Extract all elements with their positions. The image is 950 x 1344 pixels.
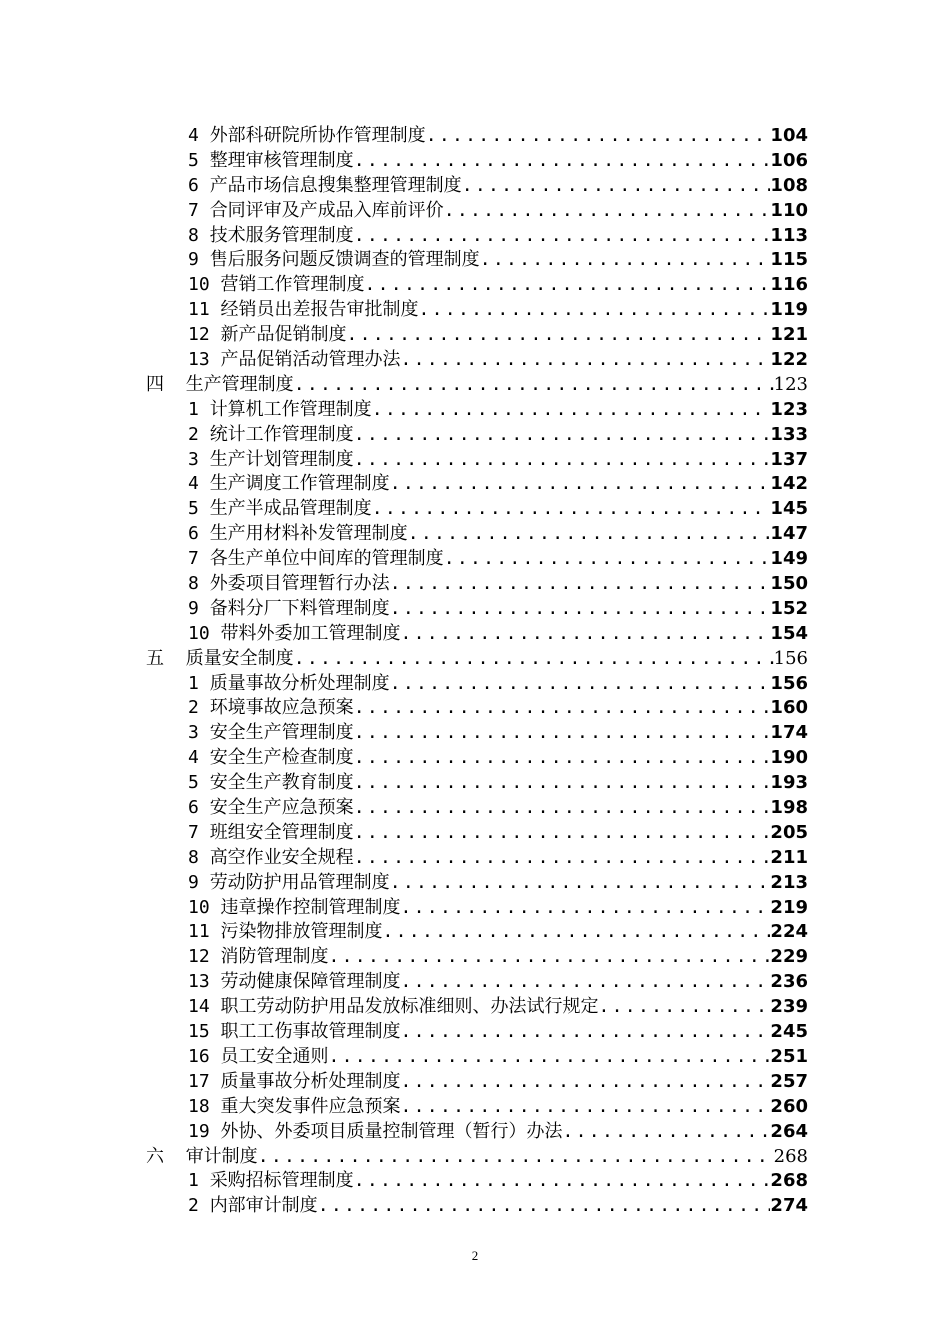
entry-page-number: 115 — [770, 249, 808, 271]
entry-page-number: 156 — [773, 647, 808, 669]
dot-leader — [318, 1194, 771, 1219]
entry-page-number: 154 — [770, 622, 808, 644]
dot-leader — [354, 796, 771, 821]
dot-leader — [390, 472, 771, 497]
toc-entry[interactable] — [140, 995, 808, 1020]
entry-number: 6 — [188, 523, 199, 545]
entry-number: 7 — [188, 821, 199, 843]
toc-entry[interactable] — [140, 298, 808, 323]
dot-leader — [354, 149, 771, 174]
dot-leader — [354, 846, 771, 871]
dot-leader — [383, 921, 771, 946]
entry-title: 劳动防护用品管理制度 — [209, 871, 390, 893]
entry-number: 9 — [188, 249, 199, 271]
entry-title: 生产管理制度 — [185, 373, 294, 395]
entry-number: 5 — [188, 149, 199, 171]
toc-entry[interactable] — [140, 1045, 808, 1070]
toc-entry[interactable] — [140, 896, 808, 921]
toc-entry[interactable] — [140, 124, 808, 149]
entry-page-number: 174 — [770, 722, 808, 744]
toc-section-entry[interactable] — [140, 373, 808, 398]
dot-leader — [390, 871, 771, 896]
entry-title: 带料外委加工管理制度 — [220, 622, 401, 644]
entry-title: 外委项目管理暂行办法 — [209, 573, 390, 595]
entry-page-number: 274 — [770, 1195, 808, 1217]
toc-entry[interactable] — [140, 199, 808, 224]
entry-page-number: 245 — [770, 1021, 808, 1043]
entry-title: 备料分厂下料管理制度 — [209, 597, 390, 619]
entry-title: 合同评审及产成品入库前评价 — [209, 199, 444, 221]
toc-entry[interactable] — [140, 423, 808, 448]
entry-title: 消防管理制度 — [220, 946, 329, 968]
entry-number: 4 — [188, 473, 199, 495]
toc-entry[interactable] — [140, 472, 808, 497]
entry-number: 8 — [188, 573, 199, 595]
dot-leader — [401, 1095, 771, 1120]
toc-section-entry[interactable] — [140, 1145, 808, 1170]
toc-entry[interactable] — [140, 1070, 808, 1095]
toc-entry[interactable] — [140, 1020, 808, 1045]
entry-page-number: 122 — [770, 349, 808, 370]
entry-title: 售后服务问题反馈调查的管理制度 — [209, 249, 480, 271]
entry-title: 经销员出差报告审批制度 — [220, 299, 419, 321]
toc-entry[interactable] — [140, 597, 808, 622]
toc-entry[interactable] — [140, 721, 808, 746]
entry-number: 19 — [188, 1120, 210, 1142]
entry-number: 4 — [188, 124, 199, 146]
toc-entry[interactable] — [140, 846, 808, 871]
entry-title: 职工劳动防护用品发放标准细则、办法试行规定 — [220, 996, 599, 1018]
dot-leader — [329, 1045, 771, 1070]
entry-number: 1 — [188, 1170, 199, 1192]
entry-title: 内部审计制度 — [209, 1195, 318, 1217]
entry-page-number: 147 — [770, 523, 808, 545]
dot-leader — [401, 970, 771, 995]
entry-number: 12 — [188, 324, 210, 346]
entry-page-number: 152 — [770, 597, 808, 619]
entry-page-number: 113 — [770, 224, 808, 246]
entry-title: 安全生产管理制度 — [209, 722, 354, 744]
entry-page-number: 198 — [770, 797, 808, 819]
entry-page-number: 123 — [770, 398, 808, 420]
entry-title: 营销工作管理制度 — [220, 274, 365, 296]
entry-number: 7 — [188, 199, 199, 221]
entry-page-number: 156 — [770, 672, 808, 694]
entry-number: 7 — [188, 548, 199, 570]
toc-entry[interactable] — [140, 572, 808, 597]
entry-title: 质量安全制度 — [185, 647, 294, 669]
entry-page-number: 121 — [770, 324, 808, 346]
toc-entry[interactable] — [140, 348, 808, 373]
entry-number: 四 — [146, 373, 164, 395]
dot-leader — [372, 398, 771, 423]
entry-page-number: 268 — [773, 1145, 808, 1167]
toc-entry[interactable] — [140, 224, 808, 249]
entry-page-number: 106 — [770, 149, 808, 171]
dot-leader — [354, 771, 771, 796]
entry-title: 班组安全管理制度 — [209, 821, 354, 843]
entry-title: 重大突发事件应急预案 — [220, 1095, 401, 1117]
dot-leader — [401, 1070, 771, 1095]
dot-leader — [390, 672, 771, 697]
entry-page-number: 149 — [770, 548, 808, 570]
dot-leader — [354, 696, 771, 721]
entry-page-number: 264 — [770, 1120, 808, 1142]
entry-number: 1 — [188, 672, 199, 694]
entry-number: 11 — [188, 921, 210, 943]
dot-leader — [365, 273, 771, 298]
toc-entry[interactable] — [140, 448, 808, 473]
toc-entry[interactable] — [140, 1169, 808, 1194]
toc-entry[interactable] — [140, 1194, 808, 1219]
entry-title: 计算机工作管理制度 — [209, 398, 372, 420]
entry-page-number: 104 — [770, 124, 808, 146]
entry-title: 污染物排放管理制度 — [220, 921, 383, 943]
entry-title: 采购招标管理制度 — [209, 1170, 354, 1192]
entry-title: 产品市场信息搜集整理管理制度 — [209, 174, 462, 196]
dot-leader — [408, 522, 771, 547]
entry-page-number: 142 — [770, 473, 808, 495]
entry-page-number: 213 — [770, 871, 808, 893]
entry-title: 外协、外委项目质量控制管理（暂行）办法 — [220, 1120, 563, 1142]
toc-entry[interactable] — [140, 522, 808, 547]
dot-leader — [480, 248, 771, 273]
entry-number: 2 — [188, 423, 199, 445]
entry-page-number: 268 — [770, 1170, 808, 1192]
entry-number: 4 — [188, 747, 199, 769]
entry-page-number: 251 — [770, 1045, 808, 1067]
dot-leader — [354, 721, 771, 746]
toc-entry[interactable] — [140, 672, 808, 697]
dot-leader — [294, 647, 774, 672]
entry-number: 六 — [146, 1145, 164, 1167]
table-of-contents — [140, 124, 808, 1219]
entry-number: 17 — [188, 1070, 210, 1092]
dot-leader — [354, 1169, 771, 1194]
dot-leader — [599, 995, 771, 1020]
entry-page-number: 205 — [770, 821, 808, 843]
entry-number: 13 — [188, 971, 210, 993]
entry-number: 15 — [188, 1021, 210, 1043]
entry-page-number: 224 — [770, 921, 808, 943]
entry-number: 3 — [188, 448, 199, 470]
toc-entry[interactable] — [140, 273, 808, 298]
dot-leader — [401, 348, 771, 373]
entry-page-number: 137 — [770, 448, 808, 470]
dot-leader — [329, 945, 771, 970]
entry-page-number: 119 — [770, 299, 808, 321]
entry-number: 5 — [188, 498, 199, 520]
entry-number: 9 — [188, 871, 199, 893]
toc-entry[interactable] — [140, 622, 808, 647]
entry-number: 6 — [188, 174, 199, 196]
entry-number: 2 — [188, 697, 199, 719]
entry-page-number: 150 — [770, 573, 808, 595]
toc-entry[interactable] — [140, 796, 808, 821]
dot-leader — [354, 423, 771, 448]
entry-page-number: 123 — [773, 373, 808, 395]
entry-page-number: 110 — [770, 199, 808, 221]
toc-entry[interactable] — [140, 970, 808, 995]
entry-page-number: 260 — [770, 1095, 808, 1117]
dot-leader — [347, 323, 771, 348]
entry-number: 8 — [188, 846, 199, 868]
entry-title: 整理审核管理制度 — [209, 149, 354, 171]
entry-title: 生产调度工作管理制度 — [209, 473, 390, 495]
entry-number: 16 — [188, 1045, 210, 1067]
entry-page-number: 239 — [770, 996, 808, 1018]
entry-number: 3 — [188, 722, 199, 744]
entry-page-number: 160 — [770, 697, 808, 719]
toc-entry[interactable] — [140, 174, 808, 199]
entry-number: 1 — [188, 398, 199, 420]
entry-title: 生产半成品管理制度 — [209, 498, 372, 520]
entry-page-number: 193 — [770, 772, 808, 794]
entry-title: 各生产单位中间库的管理制度 — [209, 548, 444, 570]
dot-leader — [354, 448, 771, 473]
entry-number: 14 — [188, 996, 210, 1018]
entry-title: 劳动健康保障管理制度 — [220, 971, 401, 993]
entry-number: 11 — [188, 299, 210, 321]
dot-leader — [390, 597, 771, 622]
toc-entry[interactable] — [140, 1120, 808, 1145]
entry-page-number: 108 — [770, 174, 808, 196]
entry-title: 安全生产教育制度 — [209, 772, 354, 794]
entry-number: 10 — [188, 274, 210, 296]
entry-page-number: 229 — [770, 946, 808, 968]
entry-page-number: 211 — [770, 846, 808, 868]
toc-entry[interactable] — [140, 821, 808, 846]
dot-leader — [462, 174, 771, 199]
toc-entry[interactable] — [140, 323, 808, 348]
toc-entry[interactable] — [140, 746, 808, 771]
entry-title: 外部科研院所协作管理制度 — [209, 124, 426, 146]
entry-title: 违章操作控制管理制度 — [220, 896, 401, 918]
entry-page-number: 236 — [770, 971, 808, 993]
entry-number: 6 — [188, 797, 199, 819]
entry-number: 5 — [188, 772, 199, 794]
toc-entry[interactable] — [140, 921, 808, 946]
entry-title: 安全生产应急预案 — [209, 797, 354, 819]
entry-number: 五 — [146, 647, 164, 669]
dot-leader — [354, 821, 771, 846]
entry-title: 生产计划管理制度 — [209, 448, 354, 470]
entry-title: 环境事故应急预案 — [209, 697, 354, 719]
entry-page-number: 219 — [770, 896, 808, 918]
entry-title: 质量事故分析处理制度 — [209, 672, 390, 694]
toc-entry[interactable] — [140, 398, 808, 423]
entry-number: 9 — [188, 597, 199, 619]
entry-title: 高空作业安全规程 — [209, 846, 354, 868]
dot-leader — [401, 622, 771, 647]
entry-title: 质量事故分析处理制度 — [220, 1070, 401, 1092]
entry-title: 技术服务管理制度 — [209, 224, 354, 246]
toc-entry[interactable] — [140, 696, 808, 721]
entry-number: 13 — [188, 349, 210, 370]
entry-number: 2 — [188, 1195, 199, 1217]
entry-title: 生产用材料补发管理制度 — [209, 523, 408, 545]
dot-leader — [401, 896, 771, 921]
entry-page-number: 190 — [770, 747, 808, 769]
toc-entry[interactable] — [140, 871, 808, 896]
toc-entry[interactable] — [140, 248, 808, 273]
entry-number: 8 — [188, 224, 199, 246]
entry-number: 18 — [188, 1095, 210, 1117]
entry-title: 安全生产检查制度 — [209, 747, 354, 769]
toc-section-entry[interactable] — [140, 647, 808, 672]
entry-page-number: 145 — [770, 498, 808, 520]
toc-entry[interactable] — [140, 771, 808, 796]
toc-entry[interactable] — [140, 497, 808, 522]
dot-leader — [258, 1145, 774, 1170]
dot-leader — [372, 497, 771, 522]
dot-leader — [419, 298, 771, 323]
entry-title: 统计工作管理制度 — [209, 423, 354, 445]
entry-title: 产品促销活动管理办法 — [220, 349, 401, 370]
entry-number: 10 — [188, 896, 210, 918]
page-number: 2 — [471, 1248, 479, 1263]
entry-number: 10 — [188, 622, 210, 644]
entry-page-number: 257 — [770, 1070, 808, 1092]
dot-leader — [294, 373, 774, 398]
toc-entry[interactable] — [140, 547, 808, 572]
toc-entry[interactable] — [140, 945, 808, 970]
entry-title: 审计制度 — [185, 1145, 258, 1167]
dot-leader — [426, 124, 771, 149]
dot-leader — [354, 224, 771, 249]
entry-title: 职工工伤事故管理制度 — [220, 1021, 401, 1043]
toc-entry[interactable] — [140, 1095, 808, 1120]
entry-number: 12 — [188, 946, 210, 968]
dot-leader — [354, 746, 771, 771]
entry-title: 新产品促销制度 — [220, 324, 347, 346]
entry-page-number: 133 — [770, 423, 808, 445]
entry-page-number: 116 — [770, 274, 808, 296]
dot-leader — [401, 1020, 771, 1045]
dot-leader — [390, 572, 771, 597]
dot-leader — [444, 199, 771, 224]
toc-entry[interactable] — [140, 149, 808, 174]
dot-leader — [444, 547, 771, 572]
dot-leader — [563, 1120, 771, 1145]
entry-title: 员工安全通则 — [220, 1045, 329, 1067]
